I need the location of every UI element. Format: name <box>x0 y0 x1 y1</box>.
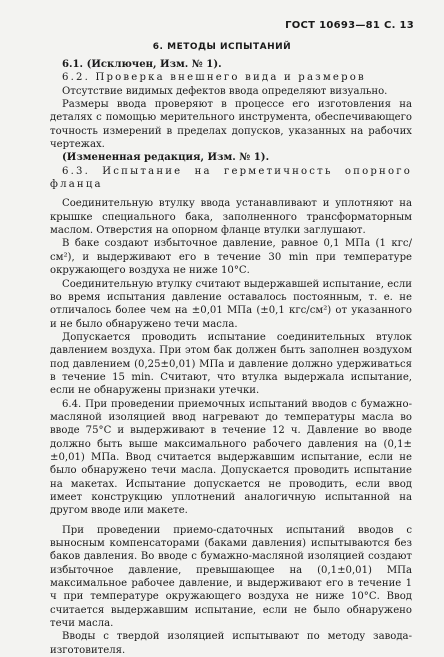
document-body <box>50 58 412 657</box>
paragraph: Соединительную втулку считают выдержавшей испытание, если во время испытания давление оставалось постоянным, т. е. не отличалось более чем на ±0,01 МПа (±0,1 кгс/см²) от указанного и не было обнаружено течи масла. <box>50 278 412 330</box>
paragraph: Вводы с твердой изоляцией испытывают по методу завода-изготовителя. <box>50 631 412 656</box>
paragraph: При проведении приемо-сдаточных испытаний вводов с выносным компенсаторами (баками давления) испытываются без баков давления. Во вводе с бумажно-масляной изоляцией создают избыточное давление, превышающее на (0,1±0,01) МПа максимальное рабочее давление, и выдерживают его в течение 1 ч при температуре окружающего воздуха не ниже 10°С. Ввод считается выдержавшим испытание, если не было обнаружено течи масла. <box>50 524 412 630</box>
paragraph: Допускается проводить испытание соединительных втулок давлением воздуха. При этом бак должен быть заполнен воздухом под давлением (0,25±0,01) МПа и давление должно удерживаться в течение 15 min. Считают, что втулка выдержала испытание, если не обнаружены признаки утечки. <box>50 331 412 397</box>
clause-6-1: 6.1. (Исключен, Изм. № 1). <box>62 59 222 70</box>
clause-6-2-heading: 6.2. Проверка внешнего вида и размеров <box>62 72 366 84</box>
paragraph: Отсутствие видимых дефектов ввода определяют визуально. <box>62 85 388 97</box>
paragraph: В баке создают избыточное давление, равное 0,1 МПа (1 кгс/см²), и выдерживают его в течение 30 min при температуре окружающего воздуха не ниже 10°С. <box>50 238 412 277</box>
paragraph: Размеры ввода проверяют в процессе его изготовления на деталях с помощью мерительного инструмента, обеспечивающего точность измерений в пределах допусков, указанных на рабочих чертежах. <box>50 99 412 151</box>
page-header: ГОСТ 10693—81 С. 13 <box>285 20 414 31</box>
amendment-note: (Измененная редакция, Изм. № 1). <box>62 152 270 164</box>
paragraph: Соединительную втулку ввода устанавливают и уплотняют на крышке специального бака, заполненного трансформаторным маслом. Отверстия на опорном фланце втулки заглушают. <box>50 198 412 237</box>
section-title: 6. МЕТОДЫ ИСПЫТАНИЙ <box>152 42 292 52</box>
clause-6-3-heading: 6.3. Испытание на герметичность опорного фланца <box>50 165 412 191</box>
clause-6-4: 6.4. При проведении приемочных испытаний вводов с бумажно-масляной изоляцией ввод нагревают до температуры масла во вводе 75°С и выдерживают в течение 12 ч. Давление во вводе должно быть выше максимального рабочего давления на (0,1±±0,01) МПа. Ввод считается выдержавшим испытание, если не было обнаружено течи масла. Допускается проводить испытание на макетах. Испытание допускается не проводить, если ввод имеет конструкцию уплотнений аналогичную испытанной на другом вводе или макете. <box>50 398 412 517</box>
